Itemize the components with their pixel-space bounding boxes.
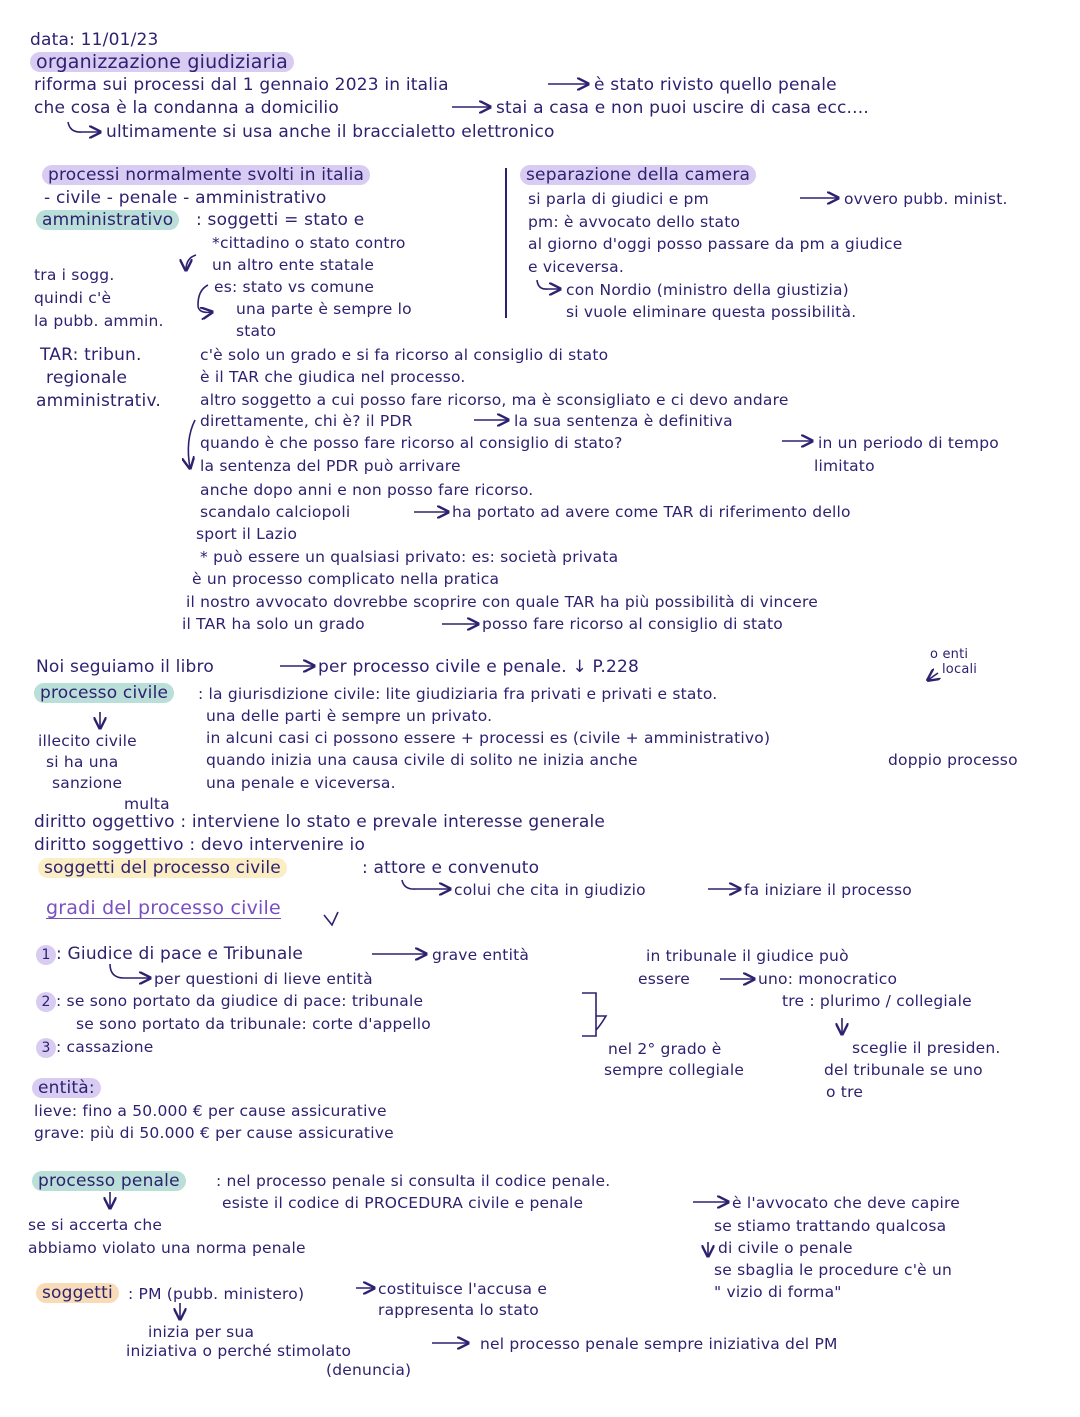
left-line-3: es: stato vs comune bbox=[214, 278, 375, 296]
iniziativa-1: inizia per sua bbox=[148, 1323, 255, 1341]
soggetti-penale-text: soggetti bbox=[42, 1283, 113, 1303]
follow-book-b: per processo civile e penale. ↓ P.228 bbox=[318, 657, 640, 677]
tar-line-5: quando è che posso fare ricorso al consiglio di stato? bbox=[200, 434, 623, 452]
civile-def-1: : la giurisdizione civile: lite giudiziaria fra privati e privati e stato. bbox=[198, 685, 718, 703]
presidente-note-2: del tribunale se uno bbox=[824, 1061, 983, 1079]
left-block-title: processi normalmente svolti in italia bbox=[42, 165, 370, 185]
civile-def-2: una delle parti è sempre un privato. bbox=[206, 707, 493, 725]
grado-2 bbox=[36, 991, 423, 1012]
arrow bbox=[198, 285, 212, 312]
header-line-3: ultimamente si usa anche il braccialetto elettronico bbox=[106, 122, 555, 142]
tar-line-3: altro soggetto a cui posso fare ricorso, ma è sconsigliato e ci devo andare bbox=[200, 391, 789, 409]
page-title: organizzazione giudiziaria bbox=[30, 52, 294, 72]
arrow bbox=[402, 880, 450, 889]
grado-3 bbox=[36, 1037, 154, 1058]
tribunale-note-2a: essere bbox=[638, 970, 690, 988]
header-line-1b: è stato rivisto quello penale bbox=[594, 75, 837, 95]
civile-side-4: multa bbox=[124, 795, 170, 813]
left-line-5: stato bbox=[236, 322, 277, 340]
presidente-note-3: o tre bbox=[826, 1083, 864, 1101]
tar-line-12: il nostro avvocato dovrebbe scoprire con quale TAR ha più possibilità di vincere bbox=[186, 593, 819, 611]
doppio-processo: doppio processo bbox=[888, 751, 1018, 769]
diritto-soggettivo: diritto soggettivo : devo intervenire io bbox=[34, 835, 366, 855]
entita-lieve: lieve: fino a 50.000 € per cause assicurative bbox=[34, 1102, 387, 1120]
right-line-3: al giorno d'oggi posso passare da pm a giudice bbox=[528, 235, 903, 253]
grado-1-badge: 1 bbox=[36, 945, 56, 965]
soggetti-civile-sub2: fa iniziare il processo bbox=[744, 881, 912, 899]
tar-line-5c: limitato bbox=[814, 457, 875, 475]
tar-side-2: regionale bbox=[46, 368, 128, 388]
iniziativa-pm: nel processo penale sempre iniziativa del PM bbox=[480, 1335, 838, 1353]
tar-line-13b: posso fare ricorso al consiglio di stato bbox=[482, 615, 783, 633]
penale-def-2b: è l'avvocato che deve capire bbox=[732, 1194, 961, 1212]
arrow bbox=[68, 122, 100, 132]
tar-line-8a: scandalo calciopoli bbox=[200, 503, 351, 521]
bracket bbox=[582, 993, 606, 1036]
soggetti-penale-def: : PM (pubb. ministero) bbox=[128, 1285, 305, 1303]
tar-line-9: sport il Lazio bbox=[196, 525, 298, 543]
right-line-1b: ovvero pubb. minist. bbox=[844, 190, 1008, 208]
tar-line-10: * può essere un qualsiasi privato: es: società privata bbox=[200, 548, 619, 566]
penale-right-1: se stiamo trattando qualcosa bbox=[714, 1217, 947, 1235]
grado-2-badge: 2 bbox=[36, 992, 56, 1012]
processo-civile-label: processo civile bbox=[34, 683, 174, 703]
arrow bbox=[188, 420, 195, 468]
grado-1-text: : Giudice di pace e Tribunale bbox=[56, 944, 304, 964]
tar-line-13a: il TAR ha solo un grado bbox=[182, 615, 365, 633]
right-block-title: separazione della camera bbox=[520, 165, 756, 185]
soggetti-penale-c: rappresenta lo stato bbox=[378, 1301, 539, 1319]
tar-line-4b: la sua sentenza è definitiva bbox=[514, 412, 733, 430]
grado-2b: se sono portato da tribunale: corte d'appello bbox=[76, 1015, 431, 1033]
left-side-2: quindi c'è bbox=[34, 289, 112, 307]
presidente-note-1: sceglie il presiden. bbox=[852, 1039, 1001, 1057]
header-line-2b: stai a casa e non puoi uscire di casa ecc.... bbox=[496, 98, 869, 118]
civile-side-1: illecito civile bbox=[38, 732, 137, 750]
tar-line-8b: ha portato ad avere come TAR di riferimento dello bbox=[452, 503, 851, 521]
right-line-5: con Nordio (ministro della giustizia) bbox=[566, 281, 849, 299]
civile-def-4: quando inizia una causa civile di solito ne inizia anche bbox=[206, 751, 638, 769]
left-line-2: un altro ente statale bbox=[212, 256, 375, 274]
left-line-4: una parte è sempre lo bbox=[236, 300, 412, 318]
penale-side-1: se si accerta che bbox=[28, 1216, 163, 1234]
date-line: data: 11/01/23 bbox=[30, 30, 159, 50]
secondo-grado-2: sempre collegiale bbox=[604, 1061, 745, 1079]
iniziativa-2: iniziativa o perché stimolato bbox=[126, 1342, 352, 1360]
tar-side-3: amministrativ. bbox=[36, 391, 162, 411]
locali-note: locali bbox=[942, 662, 978, 677]
penale-right-3: se sbaglia le procedure c'è un bbox=[714, 1261, 953, 1279]
arrow bbox=[324, 912, 338, 925]
arrow bbox=[928, 673, 938, 680]
left-side-1: tra i sogg. bbox=[34, 266, 115, 284]
tar-line-5b: in un periodo di tempo bbox=[818, 434, 999, 452]
entita-grave: grave: più di 50.000 € per cause assicurative bbox=[34, 1124, 394, 1142]
gradi-title: gradi del processo civile bbox=[46, 897, 281, 919]
grado-3-badge: 3 bbox=[36, 1038, 56, 1058]
penale-def-1: : nel processo penale si consulta il codice penale. bbox=[216, 1172, 611, 1190]
diritto-oggettivo: diritto oggettivo : interviene lo stato e prevale interesse generale bbox=[34, 812, 606, 832]
header-line-1a: riforma sui processi dal 1 gennaio 2023 in italia bbox=[34, 75, 449, 95]
tribunale-note-2b: uno: monocratico bbox=[758, 970, 898, 988]
grado-1-grave: grave entità bbox=[432, 946, 530, 964]
denuncia: (denuncia) bbox=[326, 1361, 412, 1379]
tribunale-note-1: in tribunale il giudice può bbox=[646, 947, 849, 965]
process-types: - civile - penale - amministrativo bbox=[44, 188, 327, 208]
penale-right-4: " vizio di forma" bbox=[714, 1283, 842, 1301]
civile-side-3: sanzione bbox=[52, 774, 123, 792]
penale-def-2a: esiste il codice di PROCEDURA civile e penale bbox=[222, 1194, 584, 1212]
tar-line-7: anche dopo anni e non posso fare ricorso. bbox=[200, 481, 534, 499]
left-side-3: la pubb. ammin. bbox=[34, 312, 164, 330]
enti-note: o enti bbox=[930, 647, 969, 662]
civile-def-3: in alcuni casi ci possono essere + processi es (civile + amministrativo) bbox=[206, 729, 771, 747]
penale-side-2: abbiamo violato una norma penale bbox=[28, 1239, 306, 1257]
tar-line-2: è il TAR che giudica nel processo. bbox=[200, 368, 466, 386]
grado-3-text: : cassazione bbox=[56, 1038, 154, 1056]
soggetti-penale-label bbox=[36, 1283, 119, 1303]
amministrativo-label: amministrativo bbox=[36, 210, 179, 230]
right-line-4: e viceversa. bbox=[528, 258, 624, 276]
secondo-grado-1: nel 2° grado è bbox=[608, 1040, 722, 1058]
entita-label: entità: bbox=[32, 1078, 101, 1098]
right-line-2: pm: è avvocato dello stato bbox=[528, 213, 741, 231]
tar-line-11: è un processo complicato nella pratica bbox=[192, 570, 500, 588]
arrow bbox=[110, 964, 150, 978]
penale-right-2: di civile o penale bbox=[718, 1239, 853, 1257]
grado-2-text: : se sono portato da giudice di pace: tribunale bbox=[56, 992, 424, 1010]
left-line-1: *cittadino o stato contro bbox=[212, 234, 406, 252]
right-line-1a: si parla di giudici e pm bbox=[528, 190, 709, 208]
soggetti-civile-sub: colui che cita in giudizio bbox=[454, 881, 646, 899]
right-line-6: si vuole eliminare questa possibilità. bbox=[566, 303, 857, 321]
soggetti-penale-b: costituisce l'accusa e bbox=[378, 1280, 548, 1298]
column-divider bbox=[505, 168, 507, 318]
tribunale-note-3: tre : plurimo / collegiale bbox=[782, 992, 972, 1010]
header-line-2a: che cosa è la condanna a domicilio bbox=[34, 98, 339, 118]
soggetti-civile-def: : attore e convenuto bbox=[362, 858, 540, 878]
arrow bbox=[537, 280, 560, 289]
tar-line-6: la sentenza del PDR può arrivare bbox=[200, 457, 461, 475]
processo-penale-label: processo penale bbox=[32, 1171, 186, 1191]
grado-1 bbox=[36, 944, 303, 965]
arrow bbox=[186, 255, 196, 270]
grado-1-lieve: per questioni di lieve entità bbox=[154, 970, 373, 988]
civile-side-2: si ha una bbox=[46, 753, 119, 771]
tar-line-1: c'è solo un grado e si fa ricorso al consiglio di stato bbox=[200, 346, 609, 364]
soggetti-civile-label: soggetti del processo civile bbox=[38, 858, 287, 878]
civile-def-5: una penale e viceversa. bbox=[206, 774, 396, 792]
tar-side-1: TAR: tribun. bbox=[40, 345, 142, 365]
tar-line-4: direttamente, chi è? il PDR bbox=[200, 412, 413, 430]
amministrativo-def: : soggetti = stato e bbox=[196, 210, 365, 230]
follow-book-a: Noi seguiamo il libro bbox=[36, 657, 214, 677]
